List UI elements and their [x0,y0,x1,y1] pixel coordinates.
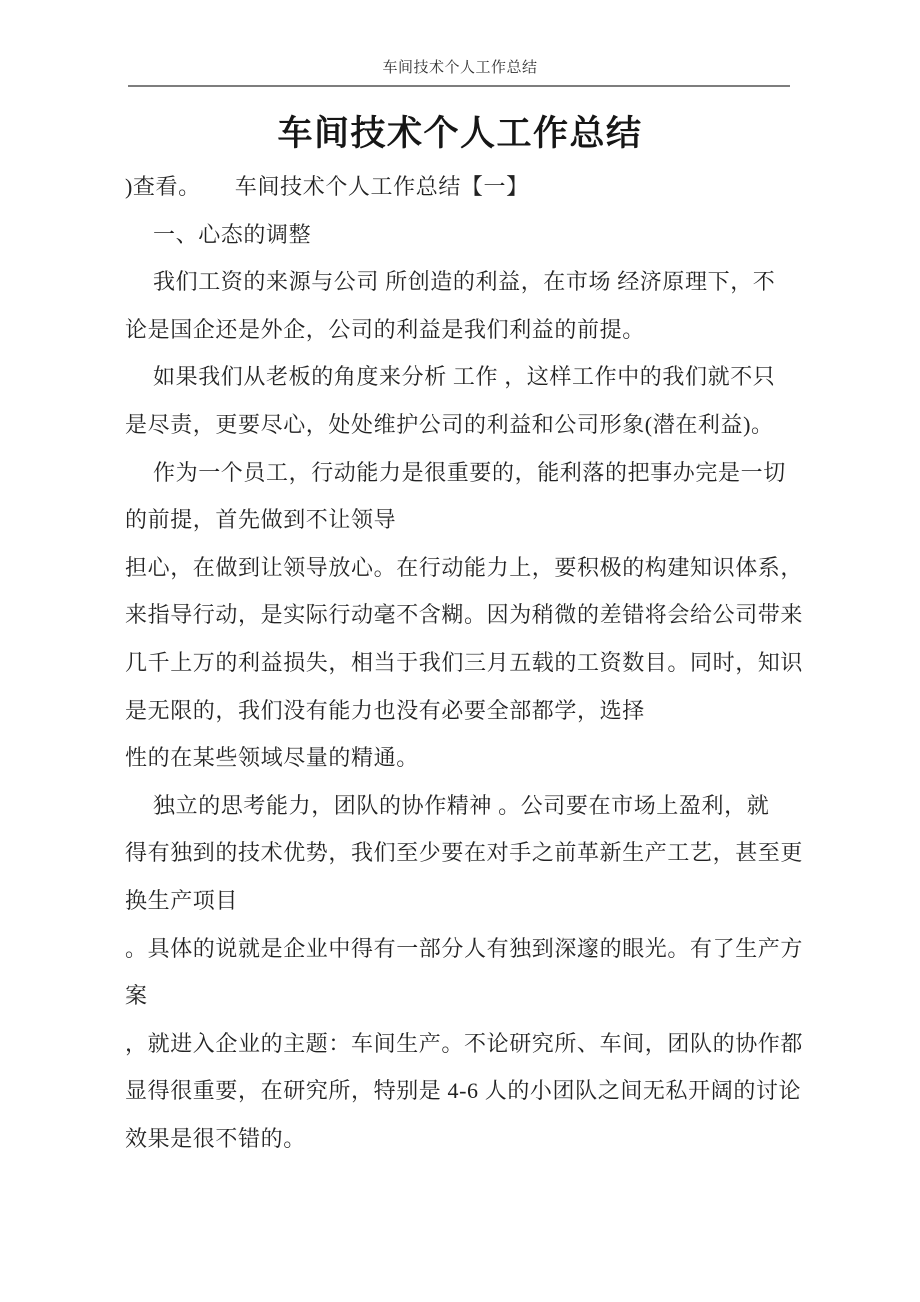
text-line: 来指导行动，是实际行动毫不含糊。因为稍微的差错将会给公司带来 [125,602,804,628]
text-line: 我们工资的来源与公司 所创造的利益，在市场 经济原理下，不 [153,269,776,295]
text-line: ，就进入企业的主题：车间生产。不论研究所、车间，团队的协作都 [125,1030,804,1056]
text-line: 一、心态的调整 [153,221,312,247]
text-line: 论是国企还是外企，公司的利益是我们利益的前提。 [125,316,645,342]
text-line: 担心，在做到让领导放心。在行动能力上，要积极的构建知识体系， [125,554,804,580]
text-line: 是尽责，更要尽心，处处维护公司的利益和公司形象(潜在利益)。 [125,411,774,437]
header-running-title: 车间技术个人工作总结 [382,60,538,76]
text-line: 显得很重要，在研究所，特别是 4-6 人的小团队之间无私开阔的讨论 [125,1078,802,1104]
text-line: 几千上万的利益损失，相当于我们三月五载的工资数目。同时，知识 [125,649,804,675]
text-line: 。具体的说就是企业中得有一部分人有独到深邃的眼光。有了生产方 [125,935,804,961]
document-title: 车间技术个人工作总结 [277,114,643,153]
text-line: 如果我们从老板的角度来分析 工作 ，这样工作中的我们就不只 [153,364,776,390]
text-line: 换生产项目 [125,887,239,913]
text-line: 作为一个员工，行动能力是很重要的，能利落的把事办完是一切 [153,459,786,485]
text-line: 效果是很不错的。 [125,1125,306,1151]
text-line: 独立的思考能力，团队的协作精神 。公司要在市场上盈利，就 [153,792,770,818]
header-divider-rule [128,85,790,87]
text-line: )查看。 车间技术个人工作总结【一】 [125,174,529,199]
text-line: 是无限的，我们没有能力也没有必要全部都学，选择 [125,697,645,723]
text-line: 性的在某些领域尽量的精通。 [125,745,419,771]
text-line: 得有独到的技术优势，我们至少要在对手之前革新生产工艺，甚至更 [125,840,804,866]
text-line: 案 [125,983,148,1009]
document-body [0,163,920,1162]
text-line: 的前提，首先做到不让领导 [125,507,397,533]
